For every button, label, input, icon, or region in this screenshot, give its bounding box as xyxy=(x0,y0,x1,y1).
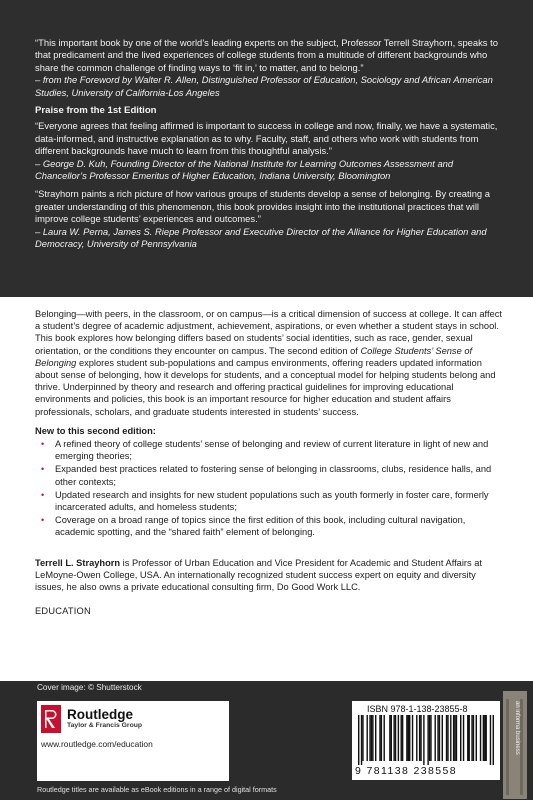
foreword-attribution: – from the Foreword by Walter R. Allen, Distinguished Professor of Education, Sociology and African American Studies, University of California-Los Angeles xyxy=(35,74,493,98)
list-item: • A refined theory of college students’ sense of belonging and review of current literature in light of new and emerging theories; xyxy=(41,439,489,462)
praise-quote: “Everyone agrees that feeling affirmed is important to success in college and now, finally, we have a systematic, data-informed, and instructive explanation as to why. Faculty, staff, and others who work with students from different backgrounds have much to learn from this thoughtful analysis.” – George D. Kuh, Founding Director of the National Institute for Learning Outcomes Assessment and Chancellor’s Professor Emeritus of Higher Education, Indiana University, Bloomington xyxy=(35,120,505,182)
barcode-box xyxy=(352,701,500,780)
praise-quote: “Strayhorn paints a rich picture of how various groups of students develop a sense of belonging. By creating a greater understanding of this phenomenon, this book provides insight into the institutional practices that will improve college students’ experiences and outcomes.” – Laura W. Perna, James S. Riepe Professor and Executive Director of the Alliance for Higher Education and Democracy, University of Pennsylvania xyxy=(35,188,505,250)
list-item: • Updated research and insights for new student populations such as youth formerly in foster care, formerly incarcerated adults, and homeless students; xyxy=(41,489,489,513)
book-title-italic: College Students’ Sense of Belonging xyxy=(35,345,473,368)
bullet-icon: • xyxy=(41,515,45,526)
new-edition-heading: New to this second edition: xyxy=(35,425,156,436)
publisher-footer xyxy=(0,681,533,800)
publisher-logo-box xyxy=(37,701,229,781)
publisher-url[interactable]: www.routledge.com/education xyxy=(41,739,153,749)
cover-image-credit: Cover image: © Shutterstock xyxy=(37,683,142,692)
publisher-group: Taylor & Francis Group xyxy=(67,722,143,729)
list-item: • Coverage on a broad range of topics since the first edition of this book, including cultural navigation, academic spotting, and the “shared faith” element of belonging. xyxy=(41,515,466,538)
publisher-name: Routledge xyxy=(67,707,133,722)
author-bio: Terrell L. Strayhorn is Professor of Urban Education and Vice President for Academic and Student Affairs at LeMoyne-Owen College, USA. An internationally recognized student success expert on equity and diversity issues, he also owns a private educational consulting firm, Do Good Work LLC. xyxy=(35,557,483,593)
praise-heading: Praise from the 1st Edition xyxy=(35,105,157,117)
new-edition-list xyxy=(35,438,505,539)
book-description: Belonging—with peers, in the classroom, or on campus—is a critical dimension of success at college. It can affect a student’s degree of academic adjustment, achievement, aspirations, or even whether a student stays in school. This book explores how belonging differs based on students’ social identities, such as race, gender, sexual orientation, or the conditions they encounter on campus. The second edition of College Students’ Sense of Belonging explores student sub-populations and campus environments, offering readers updated information about sense of belonging, how it develops for students, and a conceptual model for helping students belong and thrive. Underpinned by theory and research and offering practical guidelines for improving educational environments and policies, this book is an important resource for higher education and student affairs professionals, scholars, and graduate students interested in students’ success. xyxy=(35,309,502,417)
bullet-icon: • xyxy=(41,464,45,475)
informa-text: an informa business xyxy=(514,701,520,755)
bullet-icon: • xyxy=(41,439,45,450)
isbn-label: ISBN 978-1-138-23855-8 xyxy=(367,704,468,714)
barcode-number: 9 781138 238558 xyxy=(355,765,457,777)
list-item: • Expanded best practices related to fostering sense of belonging in classrooms, clubs, residence halls, and other contexts; xyxy=(41,464,492,487)
barcode-icon xyxy=(358,715,494,765)
description-panel xyxy=(0,297,533,681)
praise-attribution: – George D. Kuh, Founding Director of the National Institute for Learning Outcomes Assessment and Chancellor’s Professor Emeritus of Higher Education, Indiana University, Bloomington xyxy=(35,157,454,182)
praise-attribution: – Laura W. Perna, James S. Riepe Professor and Executive Director of the Alliance for Higher Education and Democracy, University of Pennsylvania xyxy=(35,225,487,250)
foreword-quote: “This important book by one of the world’s leading experts on the subject, Professor Terrell Strayhorn, speaks to that predicament and the lived experiences of college students from a multitude of different backgrounds who share the common challenge of finding ways to ‘fit in,’ to matter, and to belong.” – from the Foreword by Walter R. Allen, Distinguished Professor of Education, Sociology and African American Studies, University of California-Los Angeles xyxy=(35,37,505,99)
bullet-icon: • xyxy=(41,489,45,500)
back-cover-quotes-panel xyxy=(0,0,533,297)
subject-category: EDUCATION xyxy=(35,606,91,617)
author-name: Terrell L. Strayhorn xyxy=(35,557,121,568)
routledge-logo-icon xyxy=(41,705,61,733)
ebook-note: Routledge titles are available as eBook editions in a range of digital formats xyxy=(37,785,277,794)
